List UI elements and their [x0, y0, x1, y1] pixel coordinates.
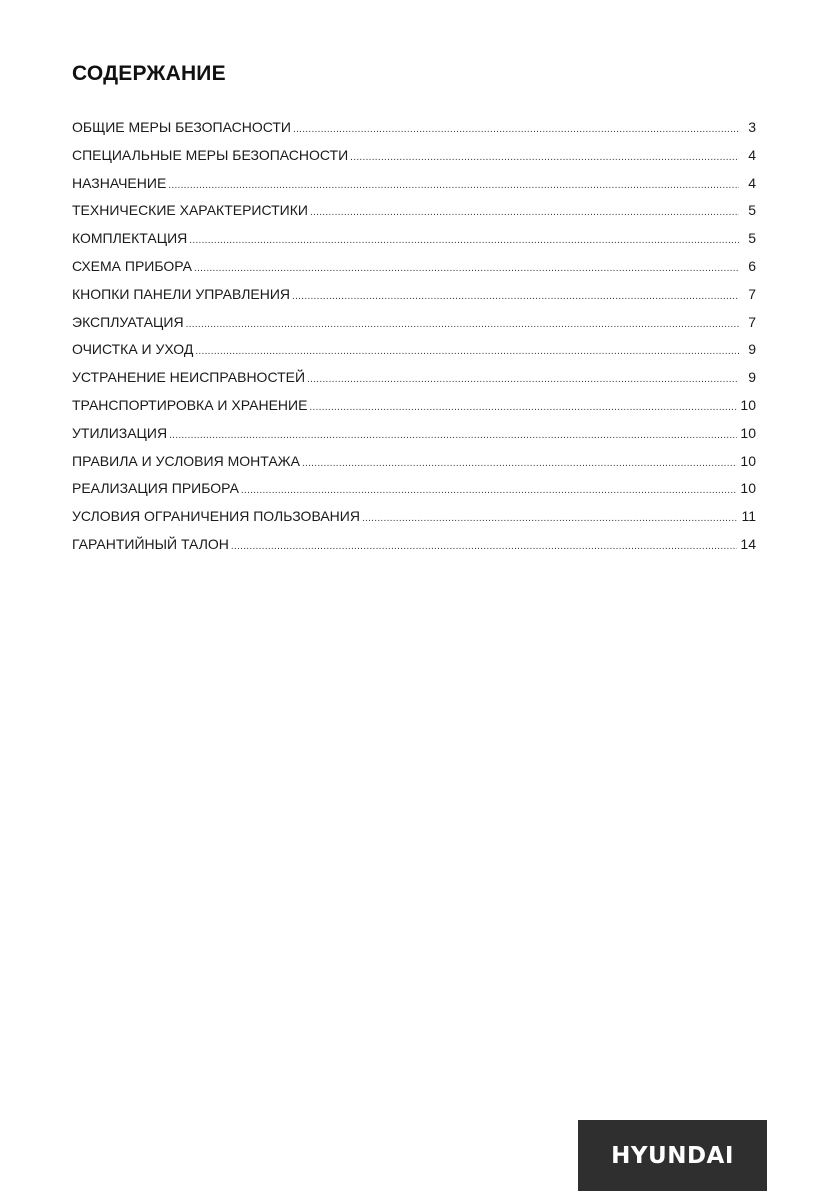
- toc-entry[interactable]: [72, 170, 756, 198]
- table-of-contents: [72, 114, 756, 559]
- toc-entry-label: ГАРАНТИЙНЫЙ ТАЛОН: [72, 535, 229, 552]
- toc-entry-page: 5: [748, 230, 756, 247]
- toc-dot-leader: [292, 283, 739, 311]
- toc-entry-page: 4: [748, 174, 756, 191]
- toc-entry-label: УСЛОВИЯ ОГРАНИЧЕНИЯ ПОЛЬЗОВАНИЯ: [72, 508, 360, 525]
- toc-dot-leader: [310, 199, 739, 227]
- toc-entry-page: 5: [748, 202, 756, 219]
- toc-entry[interactable]: [72, 392, 756, 420]
- toc-entry-page: 7: [748, 285, 756, 302]
- toc-entry-label: СХЕМА ПРИБОРА: [72, 257, 193, 274]
- toc-entry-page: 10: [740, 480, 756, 497]
- toc-entry[interactable]: [72, 531, 756, 559]
- toc-entry-page: 3: [748, 119, 756, 135]
- toc-dot-leader: [195, 338, 739, 366]
- toc-dot-leader: [169, 422, 737, 450]
- toc-entry-label: ТЕХНИЧЕСКИЕ ХАРАКТЕРИСТИКИ: [72, 202, 308, 219]
- toc-entry[interactable]: [72, 309, 756, 337]
- toc-entry[interactable]: [72, 114, 756, 142]
- toc-entry-label: НАЗНАЧЕНИЕ: [72, 174, 167, 191]
- toc-dot-leader: [307, 366, 739, 394]
- toc-dot-leader: [309, 394, 737, 422]
- page-title: СОДЕРЖАНИЕ: [72, 62, 226, 85]
- toc-entry-page: 9: [748, 341, 756, 358]
- toc-entry-page: 11: [741, 508, 756, 525]
- toc-entry-page: 7: [748, 313, 756, 330]
- toc-dot-leader: [362, 505, 739, 533]
- toc-dot-leader: [241, 477, 738, 505]
- toc-entry[interactable]: [72, 225, 756, 253]
- toc-dot-leader: [189, 227, 739, 255]
- toc-dot-leader: [302, 450, 737, 478]
- toc-entry-page: 9: [748, 369, 756, 386]
- toc-entry-label: СПЕЦИАЛЬНЫЕ МЕРЫ БЕЗОПАСНОСТИ: [72, 146, 349, 163]
- toc-entry[interactable]: [72, 503, 756, 531]
- toc-entry-label: ОЧИСТКА И УХОД: [72, 341, 194, 358]
- toc-entry-label: УСТРАНЕНИЕ НЕИСПРАВНОСТЕЙ: [72, 369, 306, 386]
- toc-entry-page: 10: [740, 396, 756, 413]
- toc-entry-label: ПРАВИЛА И УСЛОВИЯ МОНТАЖА: [72, 452, 300, 469]
- toc-entry-page: 4: [748, 146, 756, 163]
- toc-entry[interactable]: [72, 364, 756, 392]
- toc-entry[interactable]: [72, 253, 756, 281]
- toc-entry[interactable]: [72, 197, 756, 225]
- toc-entry[interactable]: [72, 420, 756, 448]
- toc-entry-label: КОМПЛЕКТАЦИЯ: [72, 230, 188, 247]
- toc-entry[interactable]: [72, 448, 756, 476]
- toc-dot-leader: [231, 533, 738, 561]
- toc-entry-page: 10: [740, 424, 756, 441]
- toc-dot-leader: [293, 116, 739, 144]
- toc-entry-page: 6: [748, 257, 756, 274]
- toc-entry-label: КНОПКИ ПАНЕЛИ УПРАВЛЕНИЯ: [72, 285, 290, 302]
- toc-entry-page: 10: [740, 452, 756, 469]
- toc-entry[interactable]: [72, 336, 756, 364]
- toc-entry-label: ТРАНСПОРТИРОВКА И ХРАНЕНИЕ: [72, 396, 308, 413]
- toc-entry-label: УТИЛИЗАЦИЯ: [72, 424, 168, 441]
- toc-entry-page: 14: [740, 535, 756, 552]
- toc-entry-label: ЭКСПЛУАТАЦИЯ: [72, 313, 184, 330]
- toc-entry[interactable]: [72, 142, 756, 170]
- toc-dot-leader: [350, 144, 739, 172]
- hyundai-logo: HYUNDAI: [578, 1120, 767, 1191]
- toc-entry[interactable]: [72, 475, 756, 503]
- toc-entry-label: ОБЩИЕ МЕРЫ БЕЗОПАСНОСТИ: [72, 119, 291, 135]
- toc-dot-leader: [186, 311, 739, 339]
- toc-dot-leader: [194, 255, 739, 283]
- toc-entry[interactable]: [72, 281, 756, 309]
- toc-entry-label: РЕАЛИЗАЦИЯ ПРИБОРА: [72, 480, 239, 497]
- toc-dot-leader: [168, 172, 739, 200]
